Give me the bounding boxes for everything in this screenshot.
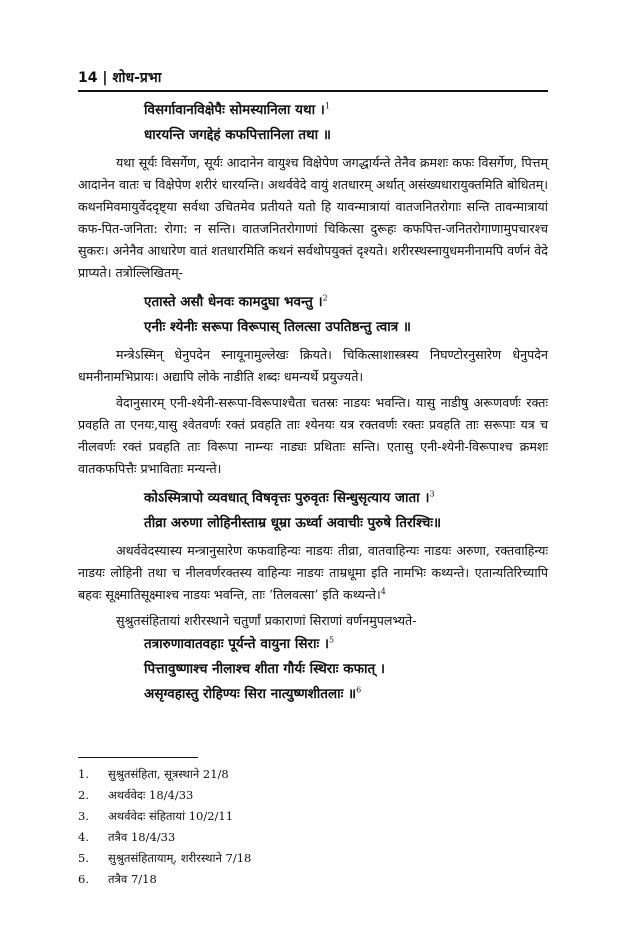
verse-2-line-2: एनीः श्येनीः सरूपा विरूपास् तिलत्सा उपतिष्ठन्तु त्वात्र ॥ bbox=[144, 319, 411, 335]
verse-4-line-1: तत्रारुणावातवहाः पूर्यन्ते वायुना सिराः ।$^5$ bbox=[144, 635, 335, 652]
verse-3-line-2: तीव्रा अरुणा लोहिनीस्ताम्र धूम्रा ऊर्ध्वा अवाचीः पुरुषे तिरश्चिः॥ bbox=[144, 515, 442, 531]
body-text bbox=[78, 98, 548, 707]
footnote-ref-4: 4 bbox=[380, 586, 386, 596]
footnote-5: 5. सुश्रुतसंहितायाम्, शरीरस्थाने 7/18 bbox=[78, 851, 252, 865]
verse-4-line-2: पित्तावुष्णाश्च नीलाश्च शीता गौर्यः स्थिराः कफात् । bbox=[144, 661, 386, 677]
footnote-ref-1: 1 bbox=[324, 101, 330, 111]
header-rule bbox=[78, 90, 548, 92]
paragraph-3: वेदानुसारम् एनी-श्येनी-सरूपा-विरूपाश्चैता चतस्रः नाडयः भवन्ति। यासु नाडीषु अरूणवर्णः रक्तः प्रवहति ता एनयः,यासु श्वेतवर्णः रक्तं प्रवहति ताः श्येनयः यत्र रक्तवर्णः रक्तः प्रवहति ताः सरूपाः यत्र च नीलवर्णः रक्तं प्रवहति ताः विरूपा नाम्न्यः नाड्यः प्रथिताः सन्ति। एतासु एनी-श्येनी-विरूपाश्च क्रमशः वातकफपित्तैः प्रभाविताः मन्यन्ते। bbox=[78, 395, 548, 476]
verse-4-line-3: असृग्वहास्तु रोहिण्यः सिरा नात्युष्णशीतलाः ॥$^6$ bbox=[144, 685, 362, 702]
footnote-rule bbox=[78, 757, 198, 758]
footnote-3: 3. अथर्ववेदः संहितायां 10/2/11 bbox=[78, 809, 234, 823]
page-number: 14 bbox=[78, 70, 98, 86]
footnote-ref-6: 6 bbox=[356, 685, 362, 695]
verse-2-line-1: एतास्ते असौ धेनवः कामदुघा भवन्तु ।$^2$ bbox=[144, 293, 328, 310]
verse-1-line-1: विसर्गावानविक्षेपैः सोमस्यानिला यथा ।$^1$ bbox=[144, 101, 330, 118]
header-separator: | bbox=[102, 70, 108, 86]
verse-3-line-1: कोऽस्मित्रापो व्यवधात् विषवृत्तः पुरुवृतः सिन्धुसृत्याय जाता ।$^3$ bbox=[144, 489, 435, 506]
footnotes bbox=[78, 764, 548, 890]
footnote-ref-3: 3 bbox=[429, 489, 435, 499]
paragraph-2: मन्त्रेऽस्मिन् धेनुपदेन स्नायूनामुल्लेखः क्रियते। चिकित्साशास्त्रस्य निघण्टोरनुसारेण धेनुपदेन धमनीनामभिप्रायः। अद्यापि लोके नाडीति शब्दः धमन्यर्थे प्रयुज्यते। bbox=[78, 347, 548, 384]
footnote-2: 2. अथर्ववेदः 18/4/33 bbox=[78, 788, 194, 802]
paragraph-4: अथर्ववेदस्यास्य मन्त्रानुसारेण कफवाहिन्यः नाडयः तीव्रा, वातवाहिन्यः नाडयः अरुणा, रक्तवाहिन्यः नाडयः लोहिनी तथा च नीलवर्णरक्तस्य वाहिन्यः नाडयः ताम्रधूमा इति नामभिः कथ्यन्ते। एतान्यतिरिच्यापि बहवः सूक्ष्मातिसूक्ष्माश्च नाडयः भवन्ति, ताः ‘तिलवत्सा’ इति कथ्यन्ते।$^4$ bbox=[78, 543, 548, 602]
footnote-6: 6. तत्रैव 7/18 bbox=[78, 872, 157, 886]
verse-1-line-2: धारयन्ति जगद्देहं कफपित्तानिला तथा ॥ bbox=[144, 127, 331, 143]
footnote-1: 1. सुश्रुतसंहिता, सूत्रस्थाने 21/8 bbox=[78, 767, 229, 781]
journal-title: शोध-प्रभा bbox=[112, 70, 162, 86]
footnote-ref-2: 2 bbox=[322, 293, 328, 303]
running-header bbox=[78, 68, 548, 90]
paragraph-1: यथा सूर्यः विसर्गेण, सूर्यः आदानेन वायुश्च विक्षेपेण जगद्धार्यन्ते तेनैव क्रमशः कफः विसर्गेण, पित्तम् आदानेन वातः च विक्षेपेण शरीरं धारयन्ति। अथर्ववेदे वायुं शतधारम् अर्थात् असंख्यधारायुक्तमिति बोधितम्। कथनमिवमायुर्वेददृष्ट्या सर्वथा उचितमेव प्रतीयते यतो हि यावन्मात्रायां वातजनितरोगाः सन्ति तावन्मात्रायां कफ-पित-जनिता: रोगा: न सन्ति। वातजनितरोगाणां चिकित्सा दुरूहः कफपित्त-जनितरोगाणामुपचारश्च सुकरः। अनेनैव आधारेण वातं शतधारमिति कथनं सर्वथोपयुक्तं दृश्यते। शरीरस्थस्नायुधमनीनामपि वर्णनं वेदे प्राप्यते। तत्रोल्लिखितम्- bbox=[78, 155, 548, 280]
footnote-4: 4. तत्रैव 18/4/33 bbox=[78, 830, 176, 844]
footnote-ref-5: 5 bbox=[329, 635, 335, 645]
paragraph-5: सुश्रुतसंहितायां शरीरस्थाने चतुर्णां प्रकाराणां सिराणां वर्णनमुपलभ्यते- bbox=[116, 613, 417, 628]
